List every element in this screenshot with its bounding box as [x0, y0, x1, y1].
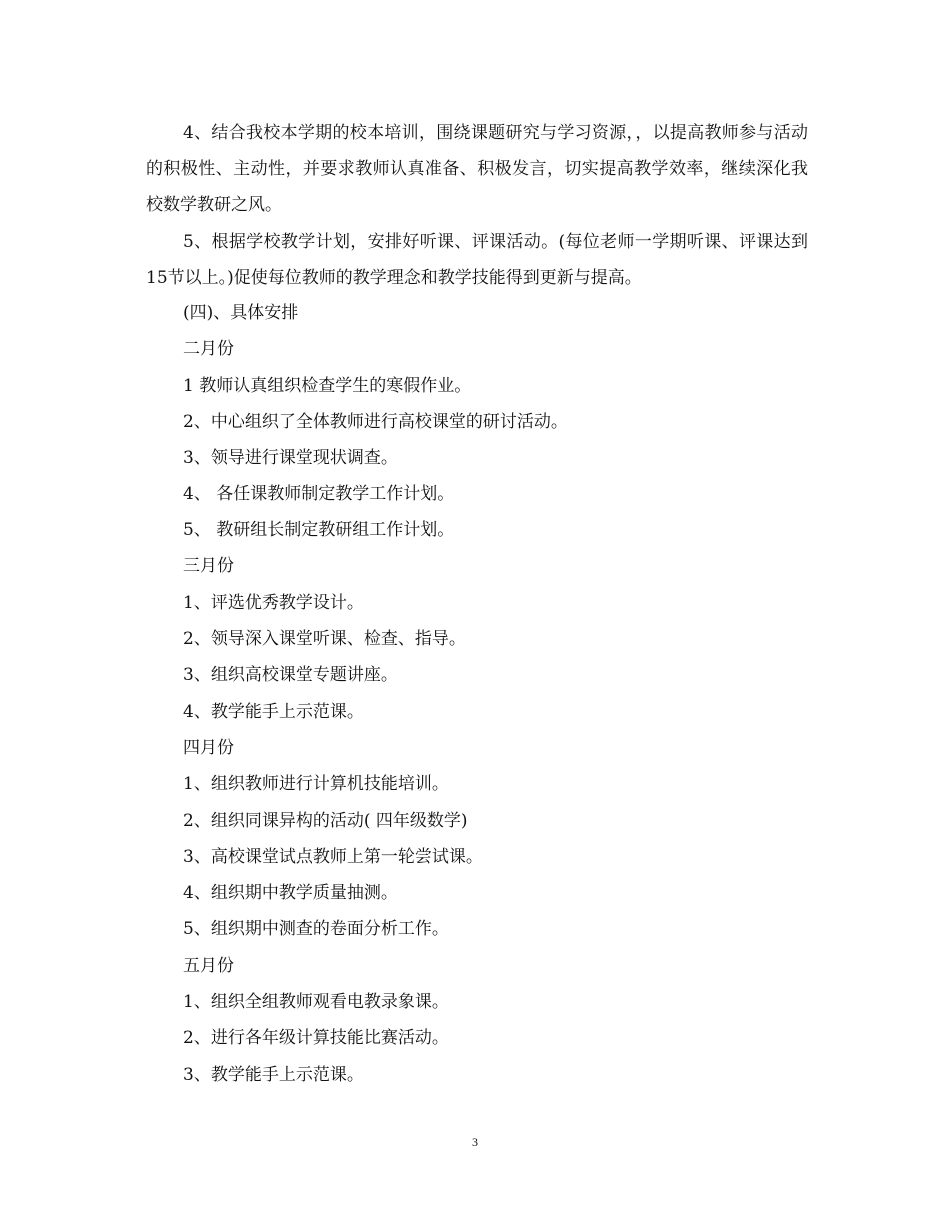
list-item: 3、组织高校课堂专题讲座。 — [183, 665, 398, 685]
list-item: 1、评选优秀教学设计。 — [183, 593, 364, 613]
list-item: 4、 各任课教师制定教学工作计划。 — [183, 484, 455, 504]
list-item: 2、组织同课异构的活动( 四年级数学) — [183, 811, 468, 831]
list-item: 5、组织期中测查的卷面分析工作。 — [183, 919, 449, 939]
month-heading-april: 四月份 — [183, 738, 234, 758]
month-heading-march: 三月份 — [183, 556, 234, 576]
paragraph-item-5: 5、根据学校教学计划，安排好听课、评课活动。(每位老师一学期听课、评课达到15节以上。)促使每位教师的教学理念和教学技能得到更新与提高。 — [146, 232, 808, 288]
list-item: 3、教学能手上示范课。 — [183, 1065, 364, 1085]
list-item: 2、中心组织了全体教师进行高校课堂的研讨活动。 — [183, 412, 568, 432]
list-item: 2、领导深入课堂听课、检查、指导。 — [183, 629, 466, 649]
month-heading-february: 二月份 — [183, 339, 234, 359]
month-heading-may: 五月份 — [183, 956, 234, 976]
list-item: 1、组织全组教师观看电教录象课。 — [183, 992, 449, 1012]
list-item: 4、组织期中教学质量抽测。 — [183, 883, 398, 903]
list-item: 1、组织教师进行计算机技能培训。 — [183, 774, 449, 794]
paragraph-item-4: 4、结合我校本学期的校本培训，围绕课题研究与学习资源，，以提高教师参与活动的积极性、主动性，并要求教师认真准备、积极发言，切实提高教学效率，继续深化我校数学教研之风。 — [146, 123, 808, 215]
list-item: 3、高校课堂试点教师上第一轮尝试课。 — [183, 847, 483, 867]
list-item: 1 教师认真组织检查学生的寒假作业。 — [183, 376, 472, 396]
list-item: 3、领导进行课堂现状调查。 — [183, 448, 398, 468]
list-item: 5、 教研组长制定教研组工作计划。 — [183, 520, 455, 540]
list-item: 2、进行各年级计算技能比赛活动。 — [183, 1028, 449, 1048]
list-item: 4、教学能手上示范课。 — [183, 702, 364, 722]
page-number: 3 — [472, 1135, 478, 1149]
section-heading: (四)、具体安排 — [183, 303, 299, 323]
